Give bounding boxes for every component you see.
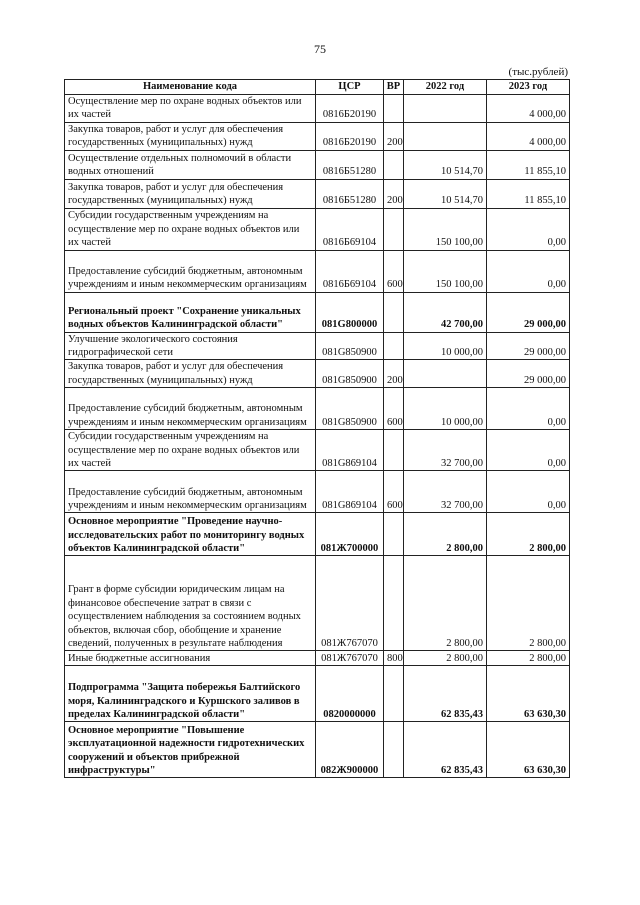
row-name: Грант в форме субсидии юридическим лицам на финансовое обеспечение затрат в связи с осуществлением наблюдения за состоянием водных объектов, включая сбор, обобщение и хранение сведений, полученных в результате наблюдения — [65, 556, 316, 651]
row-name: Иные бюджетные ассигнования — [65, 651, 316, 666]
row-value-2022: 62 835,43 — [404, 666, 487, 722]
row-name: Основное мероприятие "Повышение эксплуатационной надежности гидротехнических сооружений и объектов прибрежной инфраструктуры" — [65, 722, 316, 778]
table-row — [65, 651, 570, 666]
row-name: Улучшение экологического состояния гидрографической сети — [65, 332, 316, 360]
row-csr: 081Ж767070 — [316, 556, 384, 651]
units-label: (тыс.рублей) — [508, 66, 568, 78]
row-value-2023: 29 000,00 — [487, 360, 570, 388]
row-value-2023: 4 000,00 — [487, 122, 570, 150]
row-value-2022: 10 514,70 — [404, 179, 487, 208]
table-row — [65, 332, 570, 360]
row-vr — [384, 513, 404, 556]
page-number: 75 — [314, 42, 326, 56]
table-row — [65, 471, 570, 513]
table-row — [65, 95, 570, 123]
row-vr — [384, 292, 404, 332]
row-vr — [384, 208, 404, 250]
row-csr: 081G850900 — [316, 332, 384, 360]
row-csr: 0816Б20190 — [316, 122, 384, 150]
row-csr: 081G800000 — [316, 292, 384, 332]
header-vr: ВР — [384, 80, 404, 95]
row-value-2023: 0,00 — [487, 430, 570, 471]
row-value-2023: 2 800,00 — [487, 651, 570, 666]
table-row — [65, 430, 570, 471]
row-value-2023: 0,00 — [487, 388, 570, 430]
row-value-2022: 10 000,00 — [404, 332, 487, 360]
row-csr: 081Ж700000 — [316, 513, 384, 556]
row-value-2023: 2 800,00 — [487, 556, 570, 651]
row-vr — [384, 95, 404, 123]
table-row — [65, 360, 570, 388]
row-value-2023: 11 855,10 — [487, 150, 570, 179]
table-row — [65, 122, 570, 150]
row-name: Основное мероприятие "Проведение научно-исследовательских работ по мониторингу водных объектов Калининградской области" — [65, 513, 316, 556]
row-name: Осуществление отдельных полномочий в области водных отношений — [65, 150, 316, 179]
row-value-2023: 0,00 — [487, 250, 570, 292]
header-2023: 2023 год — [487, 80, 570, 95]
row-value-2022: 42 700,00 — [404, 292, 487, 332]
row-value-2022: 10 000,00 — [404, 388, 487, 430]
table-row — [65, 513, 570, 556]
row-csr: 081G850900 — [316, 360, 384, 388]
row-value-2022: 2 800,00 — [404, 556, 487, 651]
row-value-2022: 32 700,00 — [404, 430, 487, 471]
row-value-2022 — [404, 122, 487, 150]
row-name: Предоставление субсидий бюджетным, автономным учреждениям и иным некоммерческим организациям — [65, 471, 316, 513]
row-csr: 0816Б69104 — [316, 250, 384, 292]
row-vr — [384, 150, 404, 179]
row-value-2022: 150 100,00 — [404, 250, 487, 292]
row-name: Субсидии государственным учреждениям на осуществление мер по охране водных объектов или их частей — [65, 208, 316, 250]
table-header-row — [65, 80, 570, 95]
row-name: Осуществление мер по охране водных объектов или их частей — [65, 95, 316, 123]
row-value-2022: 32 700,00 — [404, 471, 487, 513]
table-row — [65, 208, 570, 250]
row-vr: 200 — [384, 360, 404, 388]
row-value-2023: 2 800,00 — [487, 513, 570, 556]
row-vr: 200 — [384, 122, 404, 150]
row-value-2023: 0,00 — [487, 208, 570, 250]
row-value-2023: 29 000,00 — [487, 332, 570, 360]
row-csr: 0816Б20190 — [316, 95, 384, 123]
table-row — [65, 179, 570, 208]
row-value-2023: 0,00 — [487, 471, 570, 513]
row-csr: 0816Б51280 — [316, 179, 384, 208]
header-2022: 2022 год — [404, 80, 487, 95]
row-vr — [384, 722, 404, 778]
row-vr: 600 — [384, 471, 404, 513]
row-value-2022 — [404, 95, 487, 123]
row-csr: 0820000000 — [316, 666, 384, 722]
header-csr: ЦСР — [316, 80, 384, 95]
row-name: Подпрограмма "Защита побережья Балтийского моря, Калининградского и Куршского заливов в пределах Калининградской области" — [65, 666, 316, 722]
row-csr: 0816Б69104 — [316, 208, 384, 250]
row-vr: 200 — [384, 179, 404, 208]
row-value-2022: 62 835,43 — [404, 722, 487, 778]
row-vr: 600 — [384, 388, 404, 430]
header-name: Наименование кода — [65, 80, 316, 95]
table-row — [65, 666, 570, 722]
row-value-2022: 10 514,70 — [404, 150, 487, 179]
table-row — [65, 292, 570, 332]
row-value-2022: 2 800,00 — [404, 651, 487, 666]
row-vr — [384, 666, 404, 722]
row-name: Предоставление субсидий бюджетным, автономным учреждениям и иным некоммерческим организациям — [65, 388, 316, 430]
row-csr: 081G869104 — [316, 430, 384, 471]
row-vr — [384, 430, 404, 471]
row-name: Закупка товаров, работ и услуг для обеспечения государственных (муниципальных) нужд — [65, 179, 316, 208]
budget-table — [64, 79, 570, 778]
row-vr: 600 — [384, 250, 404, 292]
row-name: Предоставление субсидий бюджетным, автономным учреждениям и иным некоммерческим организациям — [65, 250, 316, 292]
row-value-2023: 63 630,30 — [487, 666, 570, 722]
row-name: Субсидии государственным учреждениям на осуществление мер по охране водных объектов или их частей — [65, 430, 316, 471]
row-csr: 081G850900 — [316, 388, 384, 430]
table-row — [65, 556, 570, 651]
table-row — [65, 722, 570, 778]
row-name: Закупка товаров, работ и услуг для обеспечения государственных (муниципальных) нужд — [65, 122, 316, 150]
row-value-2022: 2 800,00 — [404, 513, 487, 556]
row-csr: 0816Б51280 — [316, 150, 384, 179]
row-vr — [384, 556, 404, 651]
row-value-2023: 11 855,10 — [487, 179, 570, 208]
row-csr: 081Ж767070 — [316, 651, 384, 666]
table-row — [65, 388, 570, 430]
row-name: Региональный проект "Сохранение уникальных водных объектов Калининградской области" — [65, 292, 316, 332]
table-row — [65, 250, 570, 292]
table-row — [65, 150, 570, 179]
row-csr: 082Ж900000 — [316, 722, 384, 778]
row-value-2022: 150 100,00 — [404, 208, 487, 250]
row-vr — [384, 332, 404, 360]
row-name: Закупка товаров, работ и услуг для обеспечения государственных (муниципальных) нужд — [65, 360, 316, 388]
row-value-2023: 4 000,00 — [487, 95, 570, 123]
row-csr: 081G869104 — [316, 471, 384, 513]
row-value-2022 — [404, 360, 487, 388]
row-value-2023: 63 630,30 — [487, 722, 570, 778]
row-value-2023: 29 000,00 — [487, 292, 570, 332]
row-vr: 800 — [384, 651, 404, 666]
